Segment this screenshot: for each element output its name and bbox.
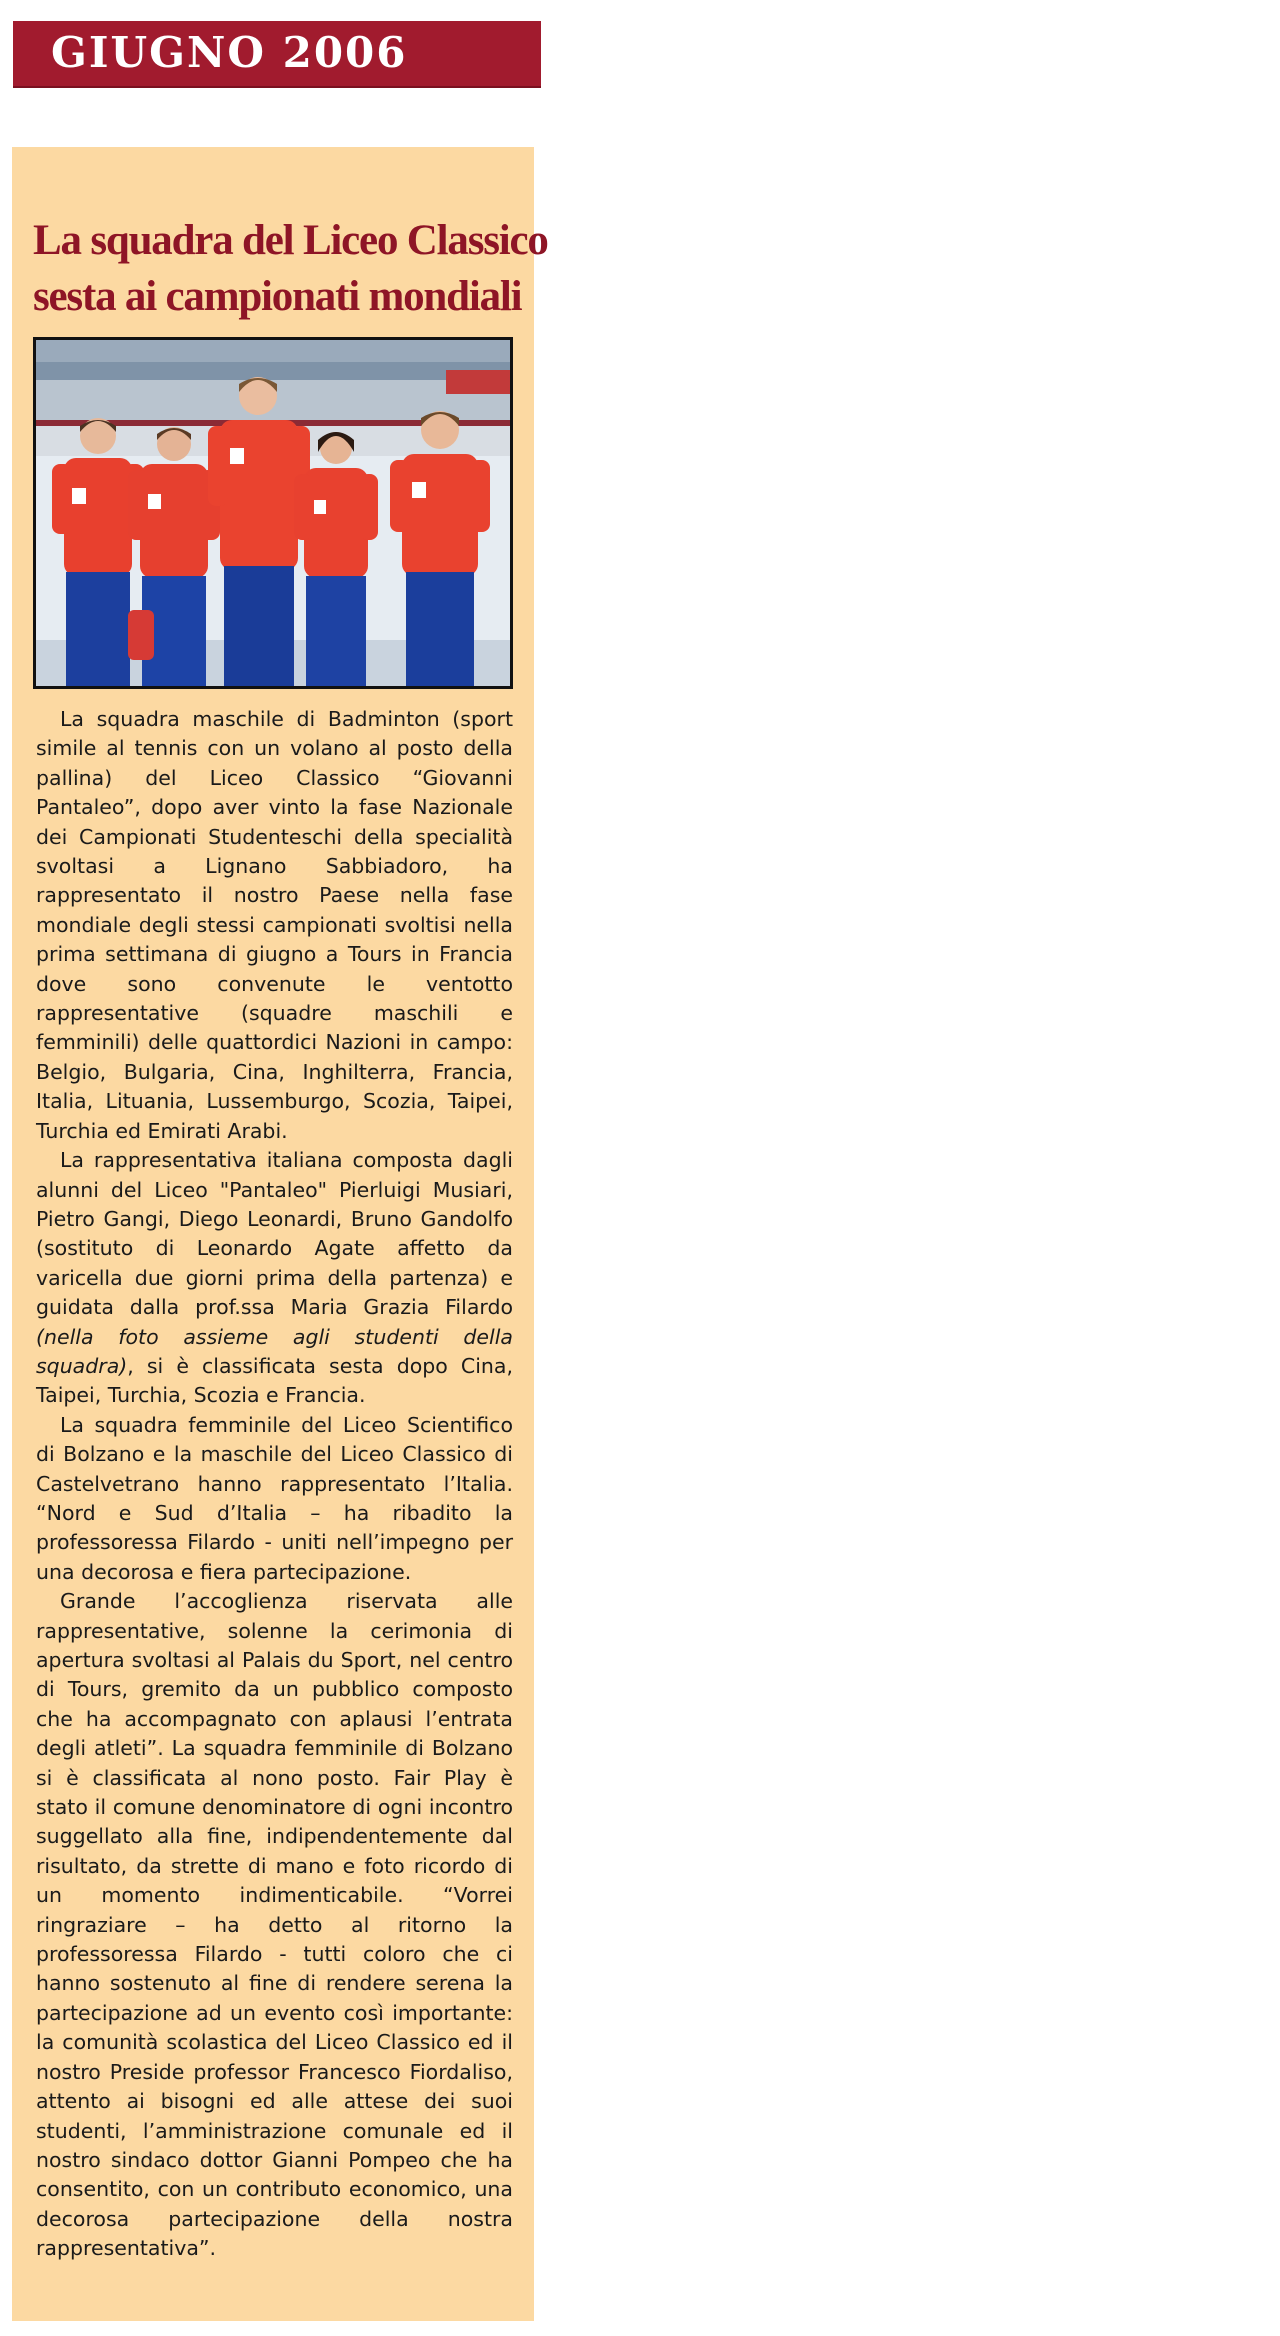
headline-line-2: sesta ai campionati mondiali [33,273,522,320]
photo-caption-italic: (nella foto assieme agli studenti della squadra) [36,1324,513,1378]
paragraph-1: La squadra maschile di Badminton (sport simile al tennis con un volano al posto della pallina) del Liceo Classico “Giovanni Pantaleo”, dopo aver vinto la fase Nazionale dei Campionati Studenteschi della specialità svoltasi a Lignano Sabbiadoro, ha rappresentato il nostro Paese nella fase mondiale degli stessi campionati svoltisi nella prima settimana di giugno a Tours in Francia dove sono convenute le ventotto rappresentative (squadre maschili e femminili) delle quattordici Nazioni in campo: Belgio, Bulgaria, Cina, Inghilterra, Francia, Italia, Lituania, Lussemburgo, Scozia, Taipei, Turchia ed Emirati Arabi. [36,707,513,1143]
paragraph-2 [36,1146,513,1411]
article-headline [33,213,548,325]
paragraph-2-start: La rappresentativa italiana composta dagli alunni del Liceo "Pantaleo" Pierluigi Musiari, Pietro Gangi, Diego Leonardi, Bruno Gandolfo (sostituto di Leonardo Agate affetto da varicella due giorni prima della partenza) e guidata dalla prof.ssa Maria Grazia Filardo [36,1148,513,1320]
headline-line-1: La squadra del Liceo Classico [33,217,548,264]
team-photo [33,337,513,689]
article-panel [12,147,548,2321]
paragraph-3: La squadra femminile del Liceo Scientifico di Bolzano e la maschile del Liceo Classico di Castelvetrano hanno rappresentato l’Italia. “Nord e Sud d’Italia – ha ribadito la professoressa Filardo - uniti nell’impegno per una decorosa e fiera partecipazione. [36,1412,513,1584]
paragraph-4: Grande l’accoglienza riservata alle rappresentative, solenne la cerimonia di apertura svoltasi al Palais du Sport, nel centro di Tours, gremito da un pubblico composto che ha accompagnato con aplausi l’entrata degli atleti”. La squadra femminile di Bolzano si è classificata al nono posto. Fair Play è stato il comune denominatore di ogni incontro suggellato alla fine, indipendentemente dal risultato, da strette di mano e foto ricordo di un momento indimenticabile. “Vorrei ringraziare – ha detto al ritorno la professoressa Filardo - tutti coloro che ci hanno sostenuto al fine di rendere serena la partecipazione ad un evento così importante: la comunità scolastica del Liceo Classico ed il nostro Preside professor Francesco Fiordaliso, attento ai bisogni ed alle attese dei suoi studenti, l’amministrazione comunale ed il nostro sindaco dottor Gianni Pompeo che ha consentito, con un contributo economico, una decorosa partecipazione della nostra rappresentativa”. [36,1589,513,2261]
paragraph-2-end: , si è classificata sesta dopo Cina, Taipei, Turchia, Scozia e Francia. [36,1353,513,1408]
article-body [36,705,513,2264]
banner-date: GIUGNO 2006 [51,28,408,77]
date-banner [13,21,541,88]
